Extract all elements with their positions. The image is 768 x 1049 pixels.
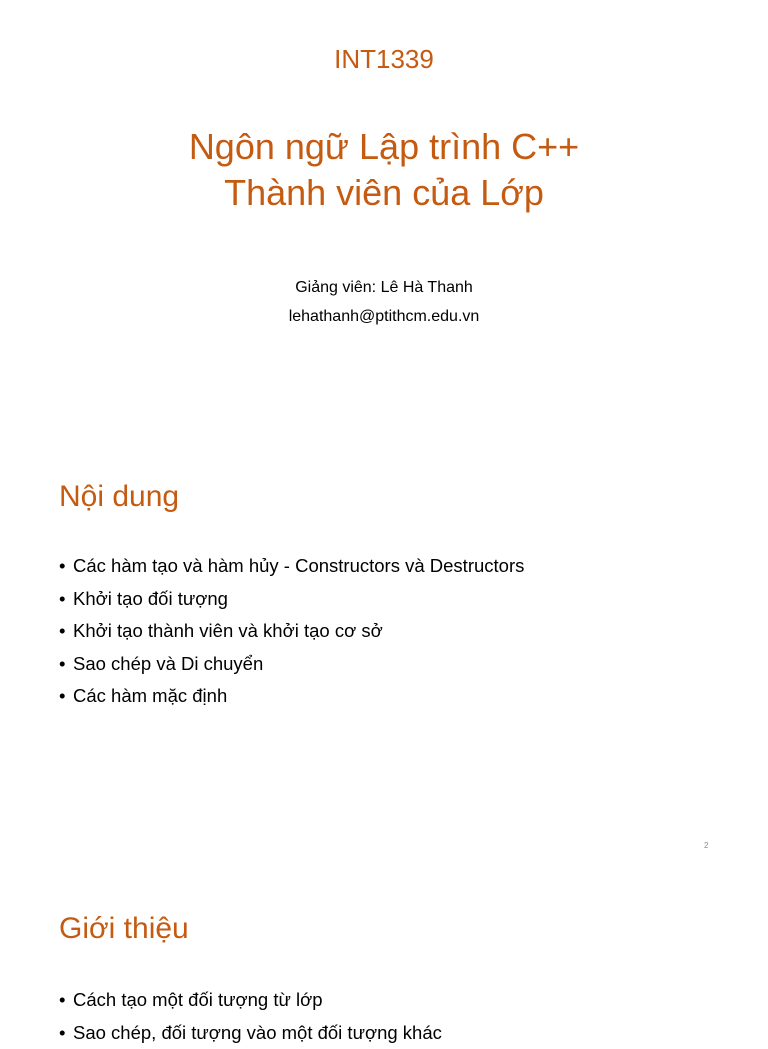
list-item: • Cách tạo một đối tượng từ lớp [59,984,442,1017]
contents-list [59,550,524,713]
list-item: • Khởi tạo đối tượng [59,583,524,616]
intro-heading: Giới thiệu [59,912,189,946]
list-item: • Các hàm tạo và hàm hủy - Constructors và Destructors [59,550,524,583]
title-line-1: Ngôn ngữ Lập trình C++ [0,124,768,170]
lecturer-name: Giảng viên: Lê Hà Thanh [0,279,768,297]
presentation-title [0,124,768,216]
list-item: • Khởi tạo thành viên và khởi tạo cơ sở [59,615,524,648]
title-line-2: Thành viên của Lớp [0,170,768,216]
title-slide [0,0,768,432]
contents-slide [0,432,768,864]
intro-list [59,984,442,1049]
course-code: INT1339 [0,44,768,75]
list-item: • Sao chép, đối tượng vào một đối tượng khác [59,1017,442,1049]
intro-slide [0,864,768,1024]
page-number: 2 [704,841,708,850]
lecturer-email: lehathanh@ptithcm.edu.vn [0,308,768,326]
list-item: • Sao chép và Di chuyển [59,648,524,681]
contents-heading: Nội dung [59,480,179,514]
list-item: • Các hàm mặc định [59,680,524,713]
